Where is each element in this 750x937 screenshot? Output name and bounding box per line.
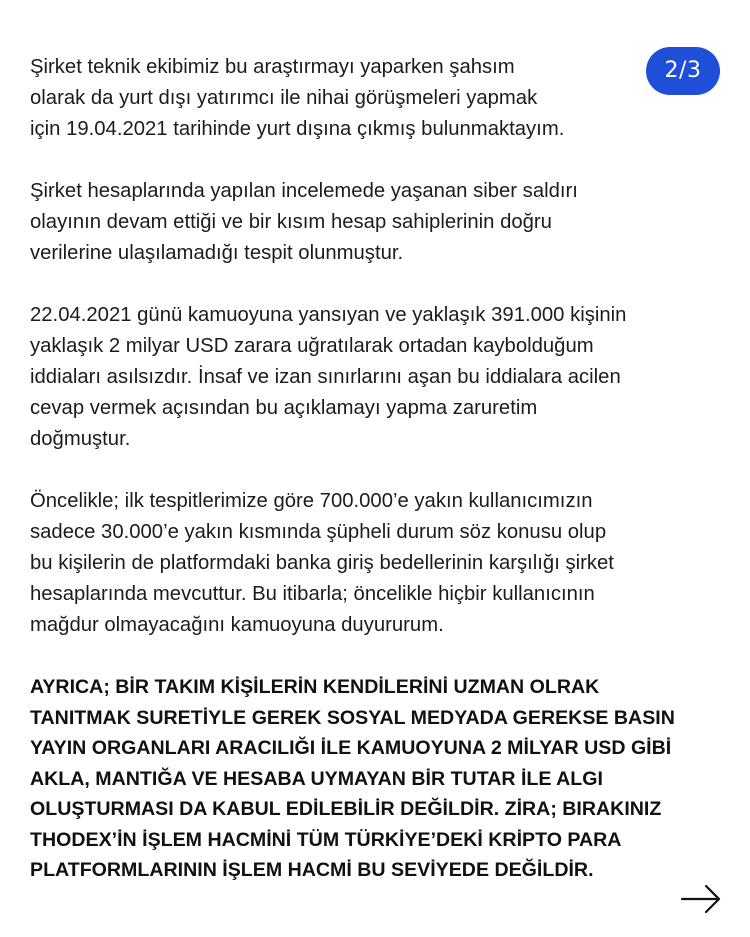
text-line: doğmuştur.	[30, 428, 131, 450]
text-line: yaklaşık 2 milyar USD zarara uğratılarak ortadan kaybolduğum	[30, 335, 594, 357]
arrow-right-icon	[680, 882, 722, 916]
text-line: 22.04.2021 günü kamuoyuna yansıyan ve yaklaşık 391.000 kişinin	[30, 304, 627, 326]
paragraph-findings	[30, 486, 720, 641]
text-line: mağdur olmayacağını kamuoyuna duyururum.	[30, 614, 444, 636]
text-line: sadece 30.000’e yakın kısmında şüpheli durum söz konusu olup	[30, 521, 607, 543]
text-line: verilerine ulaşılamadığı tespit olunmuştur.	[30, 242, 404, 264]
text-line: Şirket hesaplarında yapılan incelemede yaşanan siber saldırı	[30, 180, 578, 202]
text-line: THODEX’İN İŞLEM HACMİNİ TÜM TÜRKİYE’DEKİ KRİPTO PARA	[30, 828, 622, 851]
next-page-button[interactable]	[680, 882, 722, 916]
text-line: bu kişilerin de platformdaki banka giriş bedellerinin karşılığı şirket	[30, 552, 614, 574]
text-line: AKLA, MANTIĞA VE HESABA UYMAYAN BİR TUTAR İLE ALGI	[30, 767, 603, 790]
page-indicator-badge: 2/3	[646, 47, 720, 95]
text-line: AYRICA; BİR TAKIM KİŞİLERİN KENDİLERİNİ UZMAN OLRAK	[30, 676, 600, 698]
text-line: Şirket teknik ekibimiz bu araştırmayı yaparken şahsım	[30, 56, 515, 78]
paragraph-cyber-attack	[30, 176, 720, 269]
paragraph-travel	[30, 52, 720, 145]
text-line: cevap vermek açısından bu açıklamayı yapma zaruretim	[30, 397, 538, 419]
text-line: olayının devam ettiği ve bir kısım hesap sahiplerinin doğru	[30, 211, 552, 233]
text-line: YAYIN ORGANLARI ARACILIĞI İLE KAMUOYUNA 2 MİLYAR USD GİBİ	[30, 737, 672, 759]
text-line: hesaplarında mevcuttur. Bu itibarla; öncelikle hiçbir kullanıcının	[30, 583, 595, 605]
text-line: Öncelikle; ilk tespitlerimize göre 700.000’e yakın kullanıcımızın	[30, 490, 593, 512]
text-line: iddiaları asılsızdır. İnsaf ve izan sınırlarını aşan bu iddialara acilen	[30, 366, 621, 388]
statement-body	[30, 52, 720, 917]
paragraph-emphasis	[30, 672, 720, 886]
text-line: PLATFORMLARININ İŞLEM HACMİ BU SEVİYEDE DEĞİLDİR.	[30, 859, 594, 881]
text-line: TANITMAK SURETİYLE GEREK SOSYAL MEDYADA GEREKSE BASIN	[30, 706, 675, 729]
text-line: için 19.04.2021 tarihinde yurt dışına çıkmış bulunmaktayım.	[30, 118, 565, 140]
text-line: OLUŞTURMASI DA KABUL EDİLEBİLİR DEĞİLDİR. ZİRA; BIRAKINIZ	[30, 798, 662, 820]
paragraph-allegations	[30, 300, 720, 455]
text-line: olarak da yurt dışı yatırımcı ile nihai görüşmeleri yapmak	[30, 87, 538, 109]
